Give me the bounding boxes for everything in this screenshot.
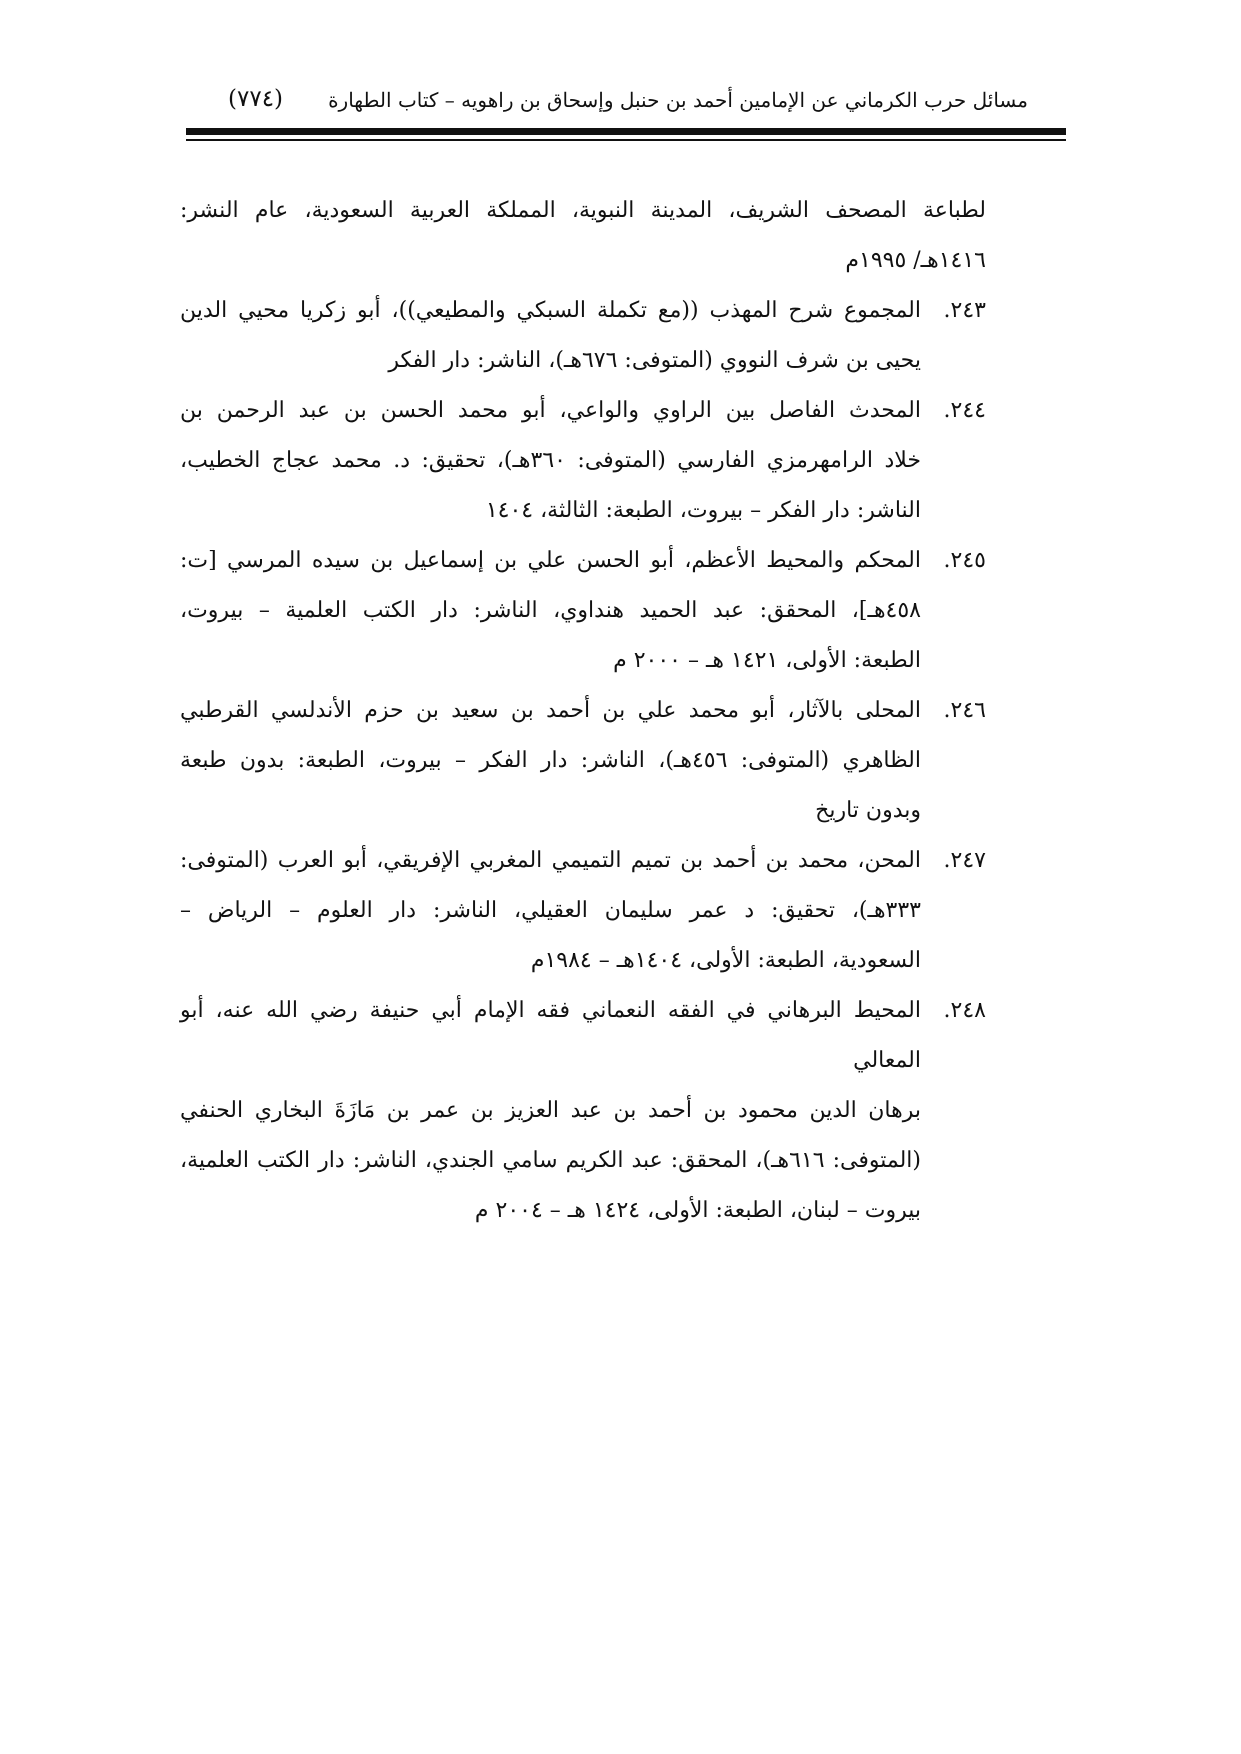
- entry-line: يحيى بن شرف النووي (المتوفى: ٦٧٦هـ)، الناشر: دار الفكر: [388, 348, 921, 373]
- entry-number: ٢٤٧.: [943, 848, 986, 873]
- continuation-block: [180, 186, 986, 286]
- entry-line: وبدون تاريخ: [815, 798, 921, 823]
- entry-line: الظاهري (المتوفى: ٤٥٦هـ)، الناشر: دار الفكر – بيروت، الطبعة: بدون طبعة: [180, 748, 921, 773]
- page-number: (٧٧٤): [228, 86, 284, 112]
- continuation-line: لطباعة المصحف الشريف، المدينة النبوية، المملكة العربية السعودية، عام النشر:: [180, 198, 986, 223]
- bibliography-list: [180, 186, 986, 1236]
- entry-line: المحن، محمد بن أحمد بن تميم التميمي المغربي الإفريقي، أبو العرب (المتوفى:: [180, 848, 921, 873]
- entry-line: الناشر: دار الفكر – بيروت، الطبعة: الثالثة، ١٤٠٤: [485, 498, 921, 523]
- entry-line: المحكم والمحيط الأعظم، أبو الحسن علي بن إسماعيل بن سيده المرسي [ت:: [180, 548, 921, 573]
- entry-line: المحلى بالآثار، أبو محمد علي بن أحمد بن سعيد بن حزم الأندلسي القرطبي: [180, 698, 921, 723]
- bibliography-entry: [180, 836, 986, 986]
- entry-line: المحدث الفاصل بين الراوي والواعي، أبو محمد الحسن بن عبد الرحمن بن: [180, 398, 921, 423]
- entry-line: بيروت – لبنان، الطبعة: الأولى، ١٤٢٤ هـ – ٢٠٠٤ م: [474, 1198, 921, 1223]
- bibliography-entry: [180, 986, 986, 1236]
- continuation-line: ١٤١٦هـ/ ١٩٩٥م: [845, 248, 986, 273]
- entry-line: المحيط البرهاني في الفقه النعماني فقه الإمام أبي حنيفة رضي الله عنه، أبو المعالي: [180, 998, 921, 1073]
- entry-number: ٢٤٨.: [943, 998, 986, 1023]
- header-rule-thick: [186, 128, 1066, 135]
- entry-line: ٤٥٨هـ]، المحقق: عبد الحميد هنداوي، الناشر: دار الكتب العلمية – بيروت،: [180, 598, 921, 623]
- running-title: مسائل حرب الكرماني عن الإمامين أحمد بن حنبل وإسحاق بن راهويه – كتاب الطهارة: [328, 88, 1028, 112]
- entry-number: ٢٤٥.: [943, 548, 986, 573]
- entry-line: برهان الدين محمود بن أحمد بن عبد العزيز بن عمر بن مَازَةَ البخاري الحنفي: [180, 1098, 921, 1123]
- entry-line: ٣٣٣هـ)، تحقيق: د عمر سليمان العقيلي، الناشر: دار العلوم – الرياض –: [180, 898, 921, 923]
- entry-line: السعودية، الطبعة: الأولى، ١٤٠٤هـ – ١٩٨٤م: [530, 948, 921, 973]
- entry-line: خلاد الرامهرمزي الفارسي (المتوفى: ٣٦٠هـ)، تحقيق: د. محمد عجاج الخطيب،: [180, 448, 921, 473]
- header-rule-thin: [186, 139, 1066, 141]
- entry-line: (المتوفى: ٦١٦هـ)، المحقق: عبد الكريم سامي الجندي، الناشر: دار الكتب العلمية،: [180, 1148, 921, 1173]
- bibliography-entry: [180, 286, 986, 386]
- bibliography-entry: [180, 686, 986, 836]
- entry-line: المجموع شرح المهذب ((مع تكملة السبكي والمطيعي))، أبو زكريا محيي الدين: [180, 298, 921, 323]
- bibliography-entry: [180, 386, 986, 536]
- entry-number: ٢٤٦.: [943, 698, 986, 723]
- bibliography-entry: [180, 536, 986, 686]
- entry-number: ٢٤٤.: [943, 398, 986, 423]
- page-header: [228, 78, 1028, 118]
- entry-number: ٢٤٣.: [943, 298, 986, 323]
- entry-line: الطبعة: الأولى، ١٤٢١ هـ – ٢٠٠٠ م: [613, 648, 921, 673]
